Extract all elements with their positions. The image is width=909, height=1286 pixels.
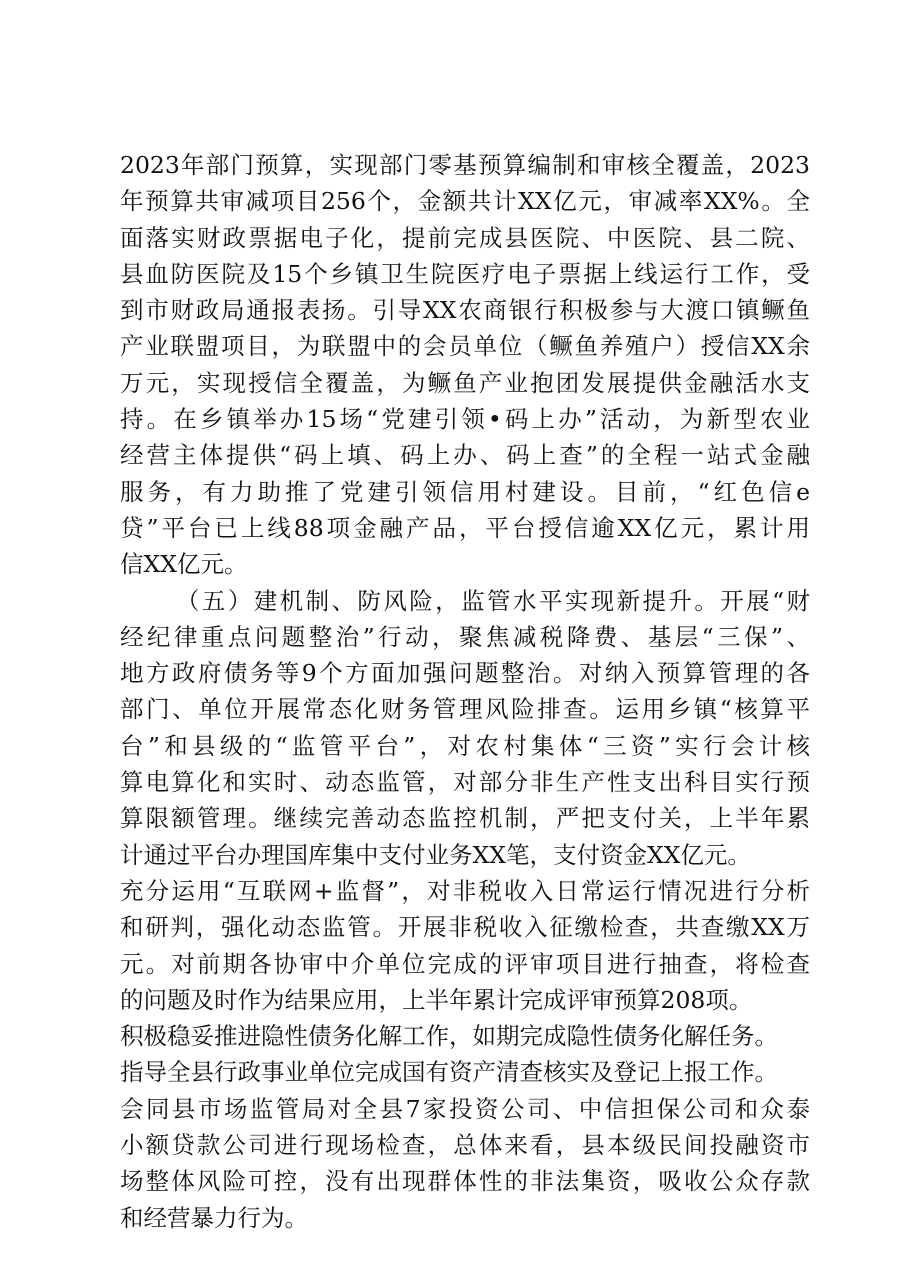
body-text (120, 147, 810, 1236)
text-line: 台”和县级的“监管平台”，对农村集体“三资”实行会计核 (120, 731, 810, 760)
text-line: 计通过平台办理国库集中支付业务XX笔，支付资金XX亿元。 (120, 840, 751, 869)
text-line: 会同县市场监管局对全县7家投资公司、中信担保公司和众泰 (120, 1094, 810, 1123)
text-line: 县血防医院及15个乡镇卫生院医疗电子票据上线运行工作，受 (120, 259, 810, 288)
text-line: 积极稳妥推进隐性债务化解工作，如期完成隐性债务化解任务。 (120, 1022, 778, 1051)
text-line: 到市财政局通报表扬。引导XX农商银行积极参与大渡口镇鳜鱼 (120, 296, 810, 325)
text-line: 贷”平台已上线88项金融产品，平台授信逾XX亿元，累计用 (120, 513, 810, 542)
text-line: 地方政府债务等9个方面加强问题整治。对纳入预算管理的各 (120, 659, 810, 688)
text-line: 服务，有力助推了党建引领信用村建设。目前，“红色信e (120, 477, 810, 506)
text-line: 元。对前期各协审中介单位完成的评审项目进行抽查，将检查 (120, 949, 810, 978)
text-line: 经营主体提供“码上填、码上办、码上查”的全程一站式金融 (120, 441, 810, 470)
text-line: 指导全县行政事业单位完成国有资产清查核实及登记上报工作。 (120, 1058, 778, 1087)
text-line: 的问题及时作为结果应用，上半年累计完成评审预算208项。 (120, 985, 753, 1014)
section-heading-line: （五）建机制、防风险，监管水平实现新提升。开展“财 (176, 586, 810, 615)
text-line: 面落实财政票据电子化，提前完成县医院、中医院、县二院、 (120, 223, 810, 252)
text-line: 算电算化和实时、动态监管，对部分非生产性支出科目实行预 (120, 768, 810, 797)
text-line: 持。在乡镇举办15场“党建引领•码上办”活动，为新型农业 (120, 405, 810, 434)
text-line: 产业联盟项目，为联盟中的会员单位（鳜鱼养殖户）授信XX余 (120, 332, 810, 361)
text-line: 和研判，强化动态监管。开展非税收入征缴检查，共查缴XX万 (120, 913, 810, 942)
text-line: 年预算共审减项目256个，金额共计XX亿元，审减率XX%。全 (120, 187, 810, 216)
text-line: 场整体风险可控，没有出现群体性的非法集资，吸收公众存款 (120, 1167, 810, 1196)
text-line: 和经营暴力行为。 (120, 1203, 308, 1232)
text-line: 部门、单位开展常态化财务管理风险排查。运用乡镇“核算平 (120, 695, 810, 724)
text-line: 万元，实现授信全覆盖，为鳜鱼产业抱团发展提供金融活水支 (120, 368, 810, 397)
text-line: 算限额管理。继续完善动态监控机制，严把支付关，上半年累 (120, 804, 810, 833)
text-line: 2023年部门预算，实现部门零基预算编制和审核全覆盖，2023 (120, 151, 810, 179)
text-line: 经纪律重点问题整治”行动，聚焦减税降费、基层“三保”、 (120, 622, 810, 651)
text-line: 小额贷款公司进行现场检查，总体来看，县本级民间投融资市 (120, 1131, 810, 1160)
text-line: 信XX亿元。 (120, 550, 248, 579)
text-line: 充分运用“互联网+监督”，对非税收入日常运行情况进行分析 (120, 876, 810, 905)
